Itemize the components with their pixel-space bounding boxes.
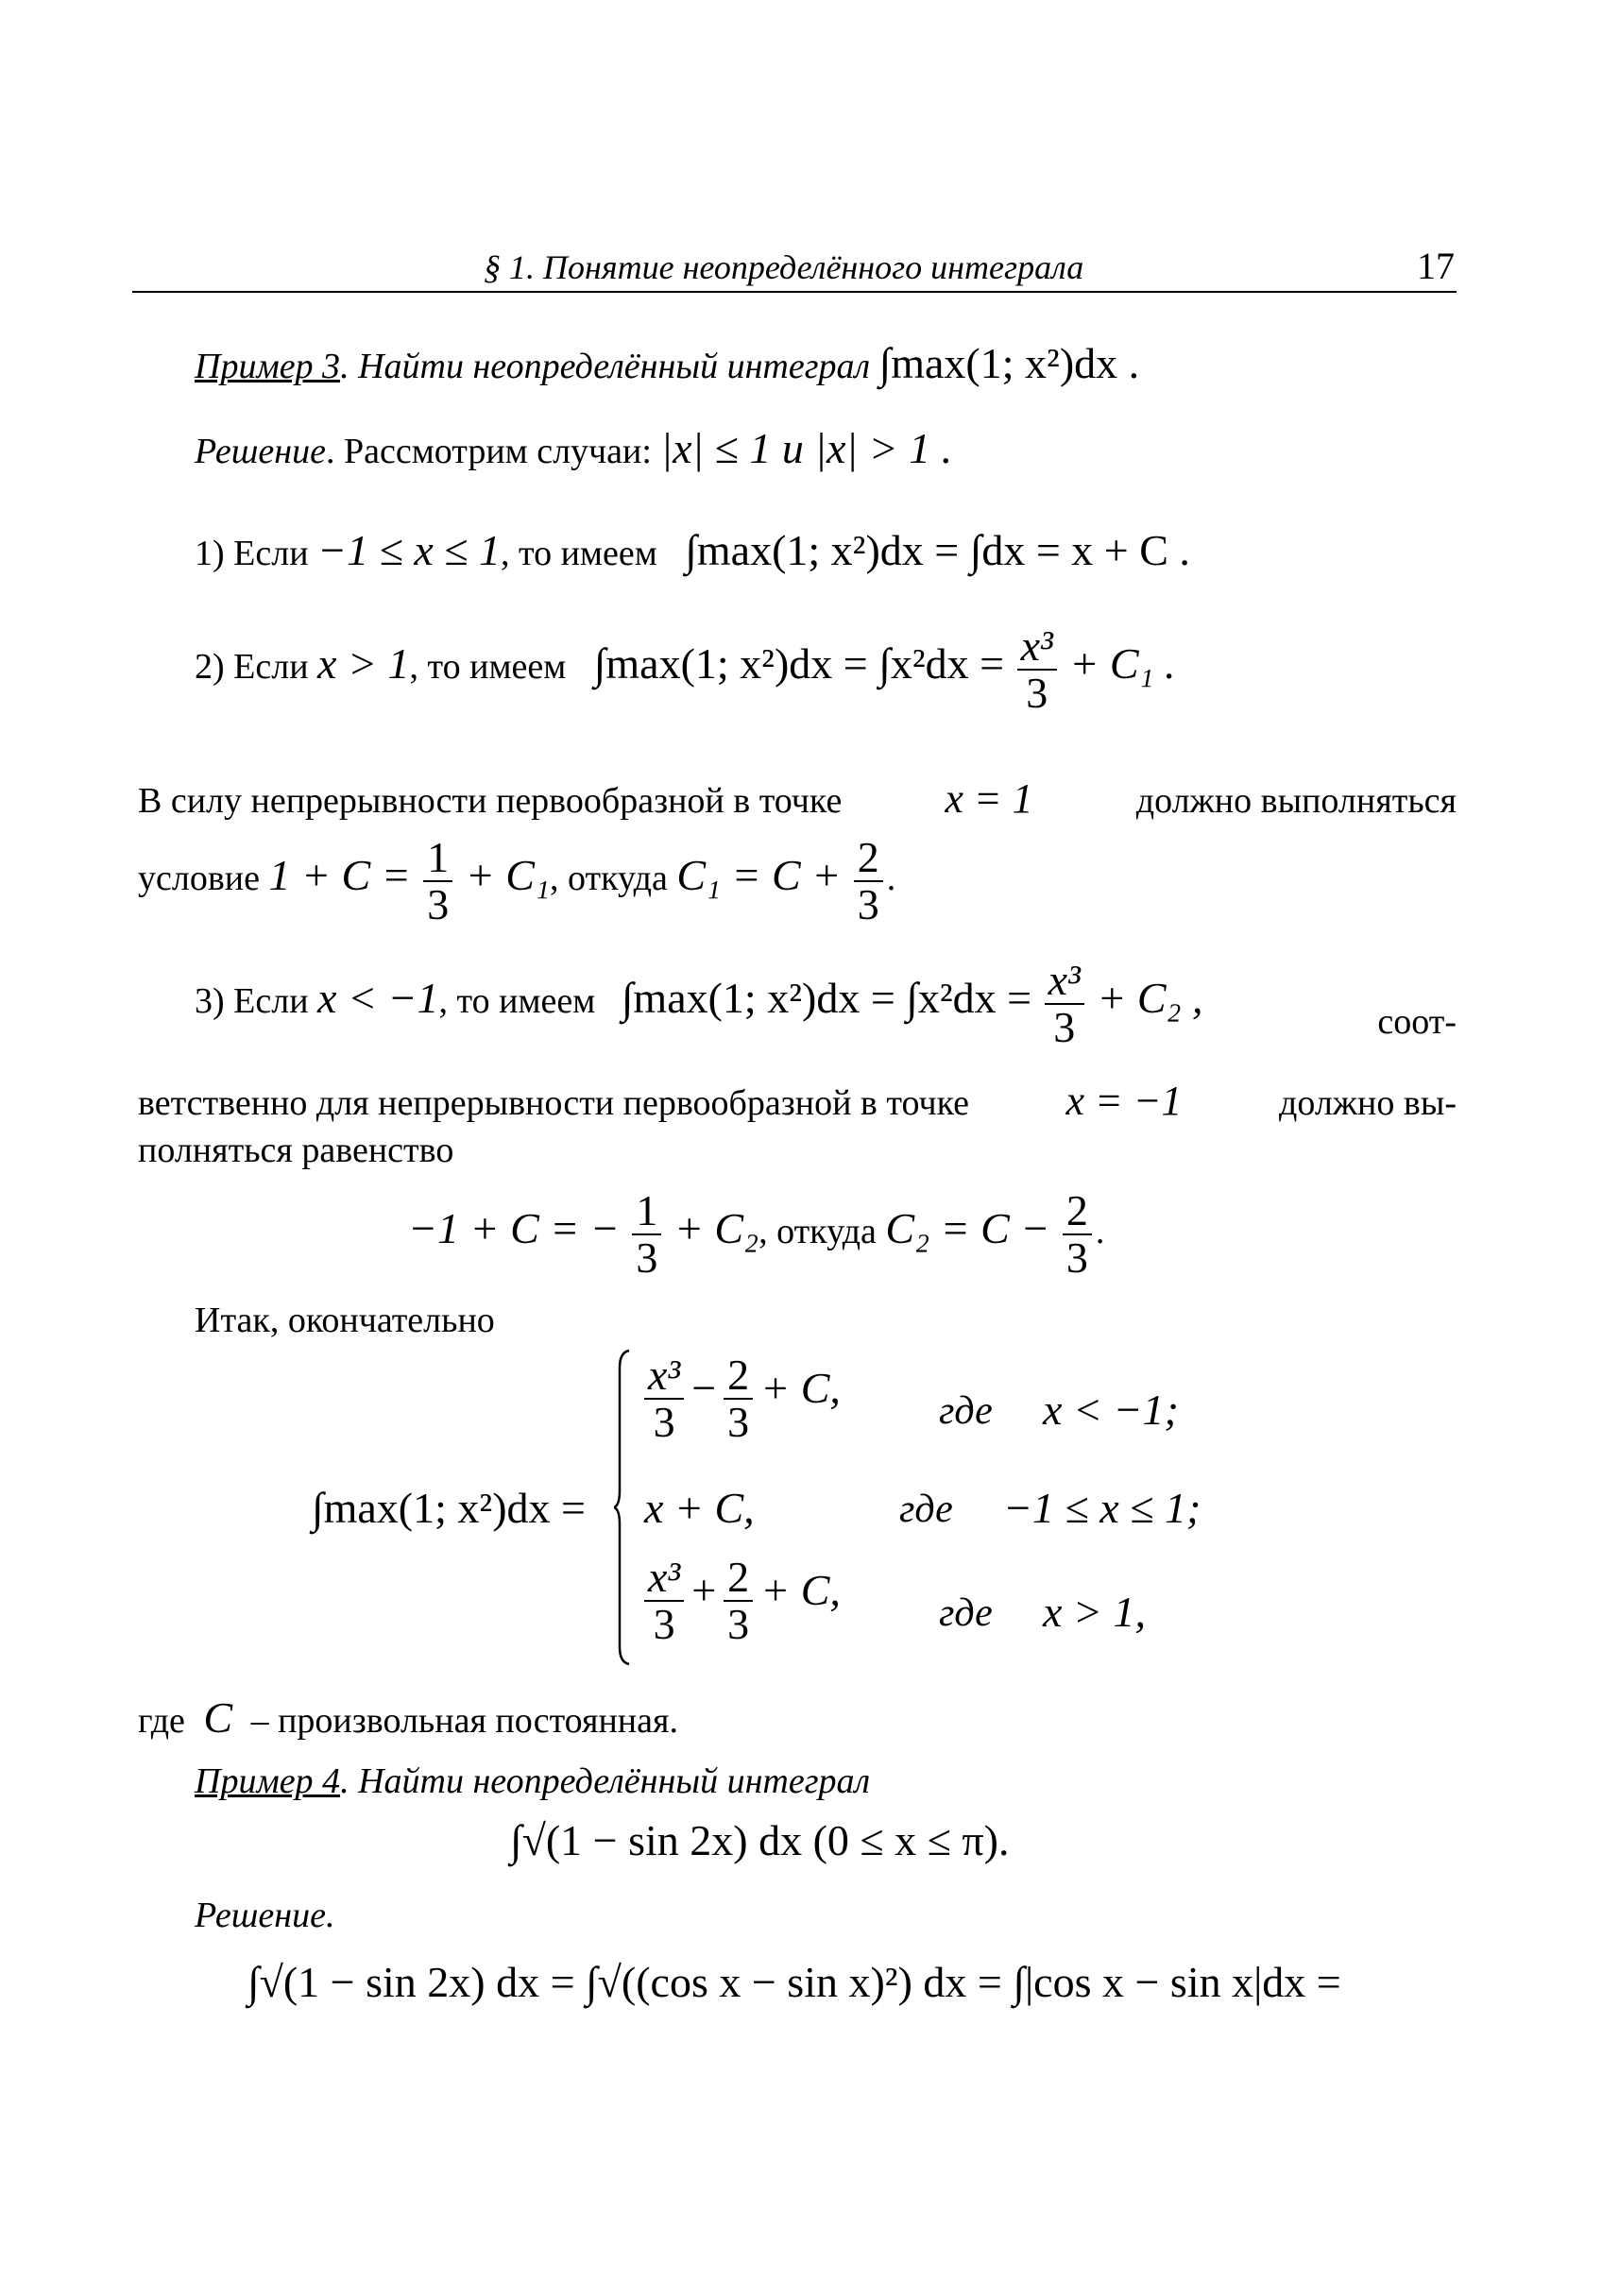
- case-2: [195, 623, 1176, 717]
- case-2-prefix: 2) Если: [195, 647, 309, 688]
- example-4-integral: ∫√(1 − sin 2x) dx (0 ≤ x ≤ π).: [510, 1816, 1010, 1864]
- case-1: [195, 525, 1190, 575]
- condition-line: условие 1 + C = $\frac{1}{3}$ + C₁, откуда C₁ = C + $\frac{2}{3}$ .: [138, 833, 896, 929]
- itak-line: Итак, окончательно: [195, 1301, 495, 1340]
- case-3: 3) Если x < −1, то имеем ∫max(1; x²)dx = ∫x²dx = $\frac{\text{x³}}{3}$ + C₂ , соот-: [195, 956, 1457, 1052]
- case-2-mid: , то имеем: [409, 647, 567, 688]
- piecewise-row-1-gde: где: [939, 1389, 993, 1433]
- solution-text: . Рассмотрим случаи:: [325, 432, 652, 471]
- header-rule: [132, 291, 1457, 293]
- piecewise-row-3-cond: x > 1,: [1043, 1588, 1146, 1636]
- case-2-formula-left: ∫max(1; x²)dx = ∫x²dx =: [593, 639, 1005, 689]
- final-lhs: ∫max(1; x²)dx =: [312, 1484, 586, 1532]
- case-1-condition: −1 ≤ x ≤ 1: [317, 526, 501, 574]
- example-4-solution-label: Решение.: [195, 1896, 335, 1935]
- piecewise-row-2-expr: x + C,: [644, 1484, 755, 1532]
- piecewise-row-2-cond: −1 ≤ x ≤ 1;: [1003, 1484, 1202, 1532]
- example-4-statement: Пример 4. Найти неопределённый интеграл: [195, 1761, 871, 1801]
- piecewise-brace: [614, 1349, 631, 1666]
- page-number: 17: [1417, 245, 1455, 287]
- running-header-title: § 1. Понятие неопределённого интеграла: [484, 248, 1084, 286]
- cases-formula: |x| ≤ 1 и |x| > 1 .: [660, 424, 953, 472]
- gde-C-line: где C – произвольная постоянная.: [138, 1693, 678, 1742]
- example-3-label: Пример 3: [195, 347, 341, 386]
- neg-equation: −1 + C = − $\frac{1}{3}$ + C₂, откуда C₂ = C − $\frac{2}{3}$ .: [408, 1186, 1105, 1283]
- piecewise-row-1-cond: x < −1;: [1043, 1386, 1179, 1434]
- case-2-formula-right: + C₁ .: [1069, 639, 1176, 689]
- piecewise-row-1: $\frac{\text{x³}}{3}$ − $\frac{2}{3}$ + C,: [640, 1352, 841, 1446]
- solution-intro: [195, 423, 952, 473]
- case-1-prefix: 1) Если: [195, 534, 309, 573]
- piecewise-row-3: $\frac{\text{x³}}{3}$ + $\frac{2}{3}$ + C,: [640, 1555, 841, 1648]
- example-4-solution-formula: ∫√(1 − sin 2x) dx = ∫√((cos x − sin x)²) dx = ∫|cos x − sin x|dx =: [247, 1958, 1341, 2006]
- polnyat-line: полняться равенство: [138, 1131, 454, 1170]
- solution-label: Решение: [195, 432, 326, 471]
- example-3-statement: [195, 338, 1139, 388]
- piecewise-row-2-gde: где: [899, 1488, 953, 1531]
- example-3-integral: ∫max(1; x²)dx .: [878, 339, 1140, 387]
- case-1-formula: ∫max(1; x²)dx = ∫dx = x + C .: [685, 526, 1190, 574]
- case-2-condition: x > 1: [317, 639, 410, 689]
- example-3-task: . Найти неопределённый интеграл: [340, 347, 871, 386]
- vetstvenno-line: ветственно для непрерывности первообразной в точке x = −1 должно вы-: [138, 1078, 1457, 1124]
- continuity-line-1: В силу непрерывности первообразной в точке x = 1 должно выполняться: [138, 775, 1457, 822]
- case-2-fraction: $\frac{\text{x³}}{3}$: [1017, 623, 1057, 717]
- case-1-mid: , то имеем: [500, 534, 657, 573]
- piecewise-row-3-gde: где: [939, 1591, 993, 1635]
